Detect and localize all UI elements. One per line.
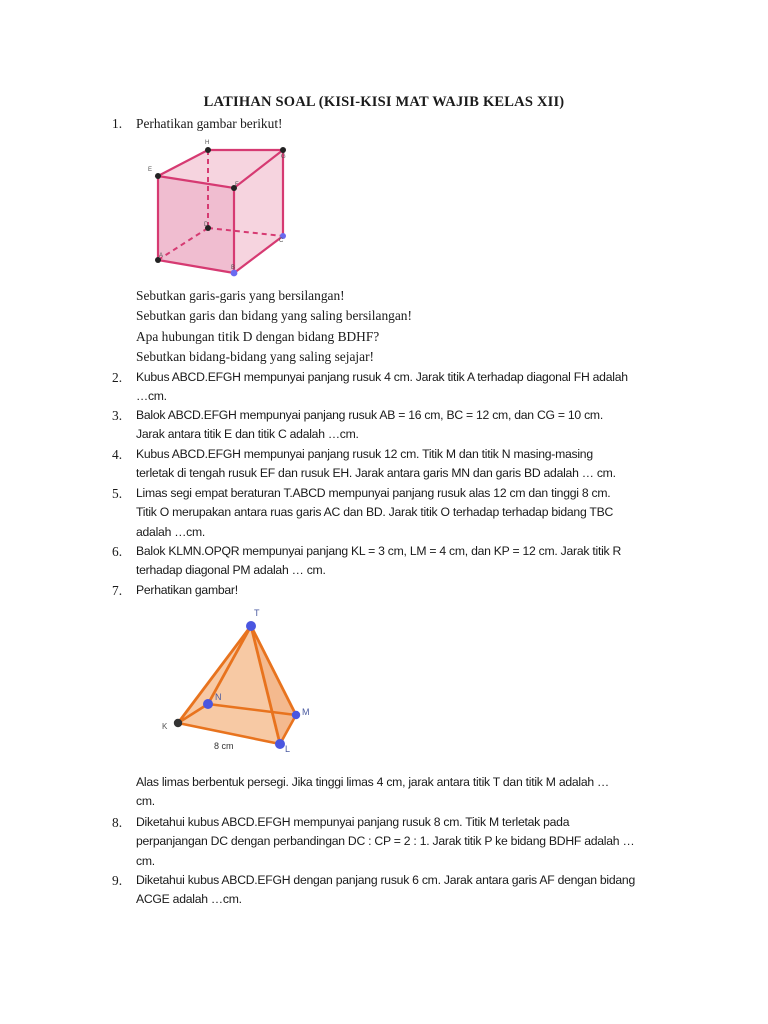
label-A: A bbox=[159, 253, 164, 259]
question-5 bbox=[112, 484, 678, 542]
vertex-M bbox=[292, 711, 300, 719]
line: …cm. bbox=[136, 389, 167, 404]
vertex-H bbox=[205, 147, 211, 153]
line: Jarak antara titik E dan titik C adalah …cm. bbox=[136, 427, 359, 442]
line: Kubus ABCD.EFGH mempunyai panjang rusuk 4 cm. Jarak titik A terhadap diagonal FH adalah bbox=[136, 370, 628, 384]
question-9 bbox=[112, 871, 678, 910]
part-3: Apa hubungan titik D dengan bidang BDHF? bbox=[136, 328, 380, 344]
label-F: F bbox=[235, 182, 239, 188]
question-text bbox=[136, 445, 678, 484]
pyramid-figure bbox=[158, 604, 318, 756]
question-2 bbox=[112, 368, 678, 407]
worksheet-title: LATIHAN SOAL (KISI-KISI MAT WAJIB KELAS XII) bbox=[203, 94, 565, 110]
question-text bbox=[136, 368, 678, 407]
line: Balok ABCD.EFGH mempunyai panjang rusuk AB = 16 cm, BC = 12 cm, dan CG = 10 cm. bbox=[136, 408, 603, 422]
line: cm. bbox=[136, 853, 155, 868]
label-T: T bbox=[254, 608, 260, 618]
question-number: 7. bbox=[112, 583, 123, 598]
line: Kubus ABCD.EFGH mempunyai panjang rusuk 12 cm. Titik M dan titik N masing-masing bbox=[136, 447, 593, 461]
question-1-parts bbox=[136, 286, 676, 367]
question-number: 6. bbox=[112, 544, 123, 559]
question-text: Perhatikan gambar berikut! bbox=[136, 116, 283, 131]
question-number: 9. bbox=[112, 873, 123, 888]
line: Alas limas berbentuk persegi. Jika tinggi limas 4 cm, jarak antara titik T dan titik M adalah … bbox=[136, 775, 609, 789]
question-text bbox=[136, 542, 678, 581]
question-6 bbox=[112, 542, 678, 581]
question-text: Perhatikan gambar! bbox=[136, 583, 238, 597]
label-N: N bbox=[215, 692, 222, 702]
question-text bbox=[136, 813, 678, 871]
label-M: M bbox=[302, 707, 310, 717]
line: terhadap diagonal PM adalah … cm. bbox=[136, 563, 326, 578]
question-7-prompt bbox=[136, 773, 676, 812]
vertex-L bbox=[275, 739, 285, 749]
line: cm. bbox=[136, 794, 155, 809]
dimension-label: 8 cm bbox=[214, 741, 234, 751]
line: Balok KLMN.OPQR mempunyai panjang KL = 3 cm, LM = 4 cm, dan KP = 12 cm. Jarak titik R bbox=[136, 544, 622, 558]
label-C: C bbox=[279, 238, 284, 244]
label-E: E bbox=[148, 167, 153, 173]
part-4: Sebutkan bidang-bidang yang saling sejajar! bbox=[136, 349, 374, 365]
question-4 bbox=[112, 445, 678, 484]
question-number: 1. bbox=[112, 116, 123, 131]
vertex-T bbox=[246, 621, 256, 631]
line: Titik O merupakan antara ruas garis AC dan BD. Jarak titik O terhadap terhadap bidang TBC bbox=[136, 505, 614, 520]
label-G: G bbox=[281, 154, 286, 160]
line: terletak di tengah rusuk EF dan rusuk EH. Jarak antara garis MN dan garis BD adalah … cm. bbox=[136, 466, 616, 481]
question-8 bbox=[112, 813, 678, 871]
question-1 bbox=[112, 114, 678, 133]
question-text bbox=[136, 871, 678, 910]
line: Limas segi empat beraturan T.ABCD mempunyai panjang rusuk alas 12 cm dan tinggi 8 cm. bbox=[136, 486, 611, 500]
line: Diketahui kubus ABCD.EFGH mempunyai panjang rusuk 8 cm. Titik M terletak pada bbox=[136, 815, 570, 829]
question-number: 4. bbox=[112, 447, 123, 462]
vertex-G bbox=[280, 147, 286, 153]
vertex-E bbox=[155, 173, 161, 179]
label-B: B bbox=[231, 265, 236, 271]
line: ACGE adalah …cm. bbox=[136, 892, 242, 907]
question-7 bbox=[112, 581, 678, 600]
label-H: H bbox=[205, 140, 210, 146]
cube-front-face bbox=[158, 176, 234, 273]
label-L: L bbox=[285, 744, 291, 754]
label-D: D bbox=[204, 222, 209, 228]
question-3 bbox=[112, 406, 678, 445]
vertex-K bbox=[174, 719, 182, 727]
cube-figure bbox=[148, 136, 298, 281]
question-number: 2. bbox=[112, 370, 123, 385]
part-1: Sebutkan garis-garis yang bersilangan! bbox=[136, 288, 345, 303]
question-7-part bbox=[136, 773, 676, 812]
line: perpanjangan DC dengan perbandingan DC : CP = 2 : 1. Jarak titik P ke bidang BDHF adalah … bbox=[136, 834, 635, 849]
question-number: 5. bbox=[112, 486, 123, 501]
question-number: 8. bbox=[112, 815, 123, 830]
vertex-N bbox=[203, 699, 213, 709]
part-2: Sebutkan garis dan bidang yang saling bersilangan! bbox=[136, 308, 412, 324]
question-number: 3. bbox=[112, 408, 123, 423]
line: Diketahui kubus ABCD.EFGH dengan panjang rusuk 6 cm. Jarak antara garis AF dengan bidang bbox=[136, 873, 635, 887]
line: adalah …cm. bbox=[136, 524, 206, 539]
label-K: K bbox=[162, 722, 168, 731]
question-text bbox=[136, 484, 678, 542]
question-text bbox=[136, 406, 678, 445]
